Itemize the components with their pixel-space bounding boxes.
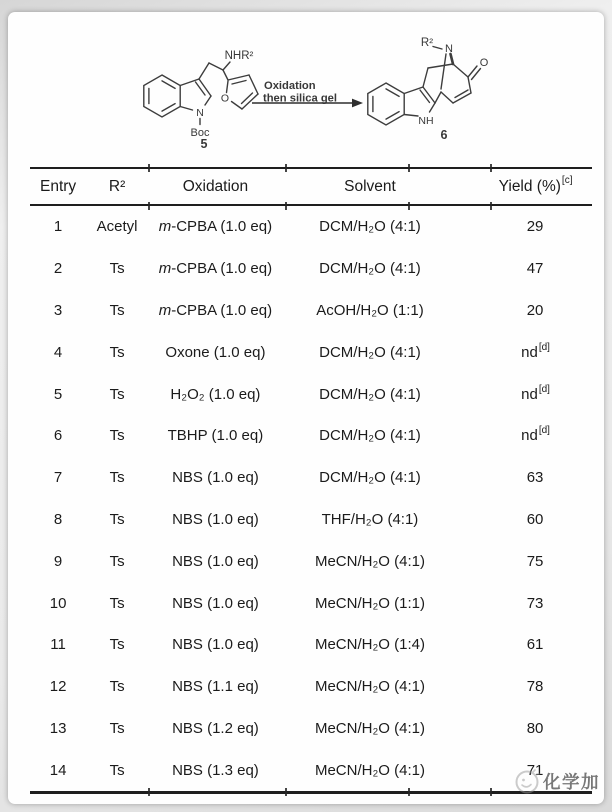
solvent-cell: DCM/H₂O (4:1) [319, 260, 421, 278]
solvent-cell: DCM/H₂O (4:1) [319, 343, 421, 361]
entry-cell: 4 [53, 343, 63, 361]
oxidation-cell [148, 666, 283, 708]
table-row [30, 248, 592, 290]
table-row [30, 205, 592, 248]
arrow-condition-line-1: Oxidation [264, 80, 316, 92]
oxidant-text: TBHP (1.0 eq) [167, 427, 264, 445]
solvent-cell: MeCN/H₂O (4:1) [314, 552, 425, 570]
yield-value: 63 [526, 469, 544, 487]
solvent-cell: DCM/H₂O (4:1) [319, 469, 421, 487]
table-body [30, 205, 592, 793]
yield-footnote: [d] [538, 383, 550, 395]
yield-value: 75 [526, 552, 544, 570]
table-row [30, 582, 592, 624]
yield-value: 78 [526, 678, 544, 696]
oxidation-cell [148, 248, 283, 290]
reaction-scheme-svg [8, 12, 604, 167]
yield-footnote: [d] [538, 425, 550, 437]
rule-tick [148, 164, 150, 172]
r2-cell: Ts [109, 301, 125, 319]
solvent-cell: MeCN/H₂O (4:1) [314, 761, 425, 779]
oxidation-cell [148, 499, 283, 541]
r2-cell: Ts [109, 343, 125, 361]
solvent-cell: MeCN/H₂O (4:1) [314, 719, 425, 737]
table-row [30, 708, 592, 750]
yield-value: nd [521, 427, 538, 445]
r2-cell: Acetyl [96, 218, 138, 236]
r2-cell: Ts [109, 719, 125, 737]
oxidant-text: H₂O₂ (1.0 eq) [170, 385, 261, 403]
yield-value: nd [521, 343, 538, 361]
yield-value: 80 [526, 719, 544, 737]
table-row [30, 499, 592, 541]
yield-footnote: [d] [538, 341, 550, 353]
yield-cell [457, 624, 592, 666]
oxidation-cell [148, 331, 283, 373]
oxidant-text: NBS (1.3 eq) [172, 761, 259, 779]
yield-cell [457, 749, 592, 792]
rule-tick [285, 788, 287, 796]
oxidant-text: -CPBA (1.0 eq) [171, 218, 273, 236]
entry-cell: 14 [49, 761, 67, 779]
header-oxidation: Oxidation [148, 168, 283, 205]
oxidant-text: NBS (1.0 eq) [172, 469, 259, 487]
boc-label: Boc [190, 127, 210, 139]
table-row [30, 331, 592, 373]
yield-cell [457, 205, 592, 248]
arrowhead-icon [352, 99, 363, 108]
yield-cell [457, 666, 592, 708]
results-table-area [30, 167, 592, 794]
rule-tick [285, 164, 287, 172]
table-row [30, 540, 592, 582]
oxidation-cell [148, 582, 283, 624]
header-yield-text: Yield (%) [498, 177, 561, 195]
yield-cell [457, 331, 592, 373]
reaction-scheme [8, 12, 604, 167]
r2-label: R² [420, 37, 434, 49]
rule-tick [148, 788, 150, 796]
header-r2: R² [86, 168, 148, 205]
table-row [30, 373, 592, 415]
oxidation-cell [148, 708, 283, 750]
r2-cell: Ts [109, 636, 125, 654]
table-row [30, 624, 592, 666]
yield-cell [457, 499, 592, 541]
entry-cell: 7 [53, 469, 63, 487]
table-row [30, 666, 592, 708]
oxidation-cell [148, 540, 283, 582]
oxidant-italic-prefix: m [158, 260, 172, 278]
nhr2-label: NHR² [224, 50, 254, 62]
yield-cell [457, 708, 592, 750]
solvent-cell: THF/H₂O (4:1) [321, 510, 419, 528]
r2-cell: Ts [109, 594, 125, 612]
yield-value: nd [521, 385, 538, 403]
oxidant-text: NBS (1.1 eq) [172, 678, 259, 696]
r2-cell: Ts [109, 510, 125, 528]
oxidant-text: NBS (1.0 eq) [172, 636, 259, 654]
oxidation-cell [148, 205, 283, 248]
r2-cell: Ts [109, 260, 125, 278]
compound-6-number: 6 [440, 128, 448, 142]
rule-tick [490, 788, 492, 796]
furan-o-label: O [220, 92, 230, 105]
header-yield [457, 168, 592, 205]
oxidant-italic-prefix: m [158, 218, 172, 236]
scan-card [8, 12, 604, 804]
bridge-n-label: N [445, 43, 453, 55]
entry-cell: 12 [49, 678, 67, 696]
reaction-arrow [252, 80, 363, 107]
solvent-cell: AcOH/H₂O (1:1) [316, 301, 424, 319]
entry-cell: 2 [53, 260, 63, 278]
oxidant-text: -CPBA (1.0 eq) [171, 301, 273, 319]
oxidation-cell [148, 373, 283, 415]
r2-cell: Ts [109, 761, 125, 779]
header-yield-footnote: [c] [561, 175, 573, 187]
oxidation-cell [148, 749, 283, 792]
r2-cell: Ts [109, 427, 125, 445]
solvent-cell: DCM/H₂O (4:1) [319, 218, 421, 236]
r2-cell: Ts [109, 552, 125, 570]
oxidant-text: NBS (1.0 eq) [172, 594, 259, 612]
rule-tick [408, 788, 410, 796]
indole-nh-label: NH [418, 115, 434, 127]
yield-value: 47 [526, 260, 544, 278]
yield-value: 71 [526, 761, 544, 779]
oxidation-cell [148, 290, 283, 332]
header-entry: Entry [30, 168, 86, 205]
r2-cell: Ts [109, 678, 125, 696]
entry-cell: 13 [49, 719, 67, 737]
entry-cell: 6 [53, 427, 63, 445]
yield-value: 60 [526, 510, 544, 528]
yield-cell [457, 248, 592, 290]
oxidant-text: NBS (1.2 eq) [172, 719, 259, 737]
entry-cell: 9 [53, 552, 63, 570]
yield-cell [457, 582, 592, 624]
results-table [30, 167, 592, 794]
table-header-row [30, 168, 592, 205]
yield-value: 61 [526, 636, 544, 654]
yield-cell [457, 540, 592, 582]
table-row [30, 749, 592, 792]
rule-tick [285, 202, 287, 210]
yield-cell [457, 415, 592, 457]
entry-cell: 5 [53, 385, 63, 403]
entry-cell: 10 [49, 594, 67, 612]
rule-tick [148, 202, 150, 210]
compound-5-number: 5 [200, 137, 208, 151]
table-row [30, 457, 592, 499]
entry-cell: 1 [53, 218, 63, 236]
oxidation-cell [148, 415, 283, 457]
oxidant-italic-prefix: m [158, 301, 172, 319]
table-row [30, 415, 592, 457]
solvent-cell: MeCN/H₂O (4:1) [314, 678, 425, 696]
yield-value: 73 [526, 594, 544, 612]
oxidant-text: Oxone (1.0 eq) [165, 343, 266, 361]
oxidant-text: NBS (1.0 eq) [172, 510, 259, 528]
table-row [30, 290, 592, 332]
entry-cell: 8 [53, 510, 63, 528]
solvent-cell: DCM/H₂O (4:1) [319, 427, 421, 445]
r2-cell: Ts [109, 385, 125, 403]
yield-cell [457, 290, 592, 332]
rule-tick [490, 164, 492, 172]
oxidation-cell [148, 624, 283, 666]
entry-cell: 11 [50, 636, 66, 654]
oxidant-text: NBS (1.0 eq) [172, 552, 259, 570]
yield-value: 20 [526, 301, 544, 319]
entry-cell: 3 [53, 301, 63, 319]
yield-value: 29 [526, 218, 544, 236]
compound-6-structure [368, 37, 489, 142]
solvent-cell: DCM/H₂O (4:1) [319, 385, 421, 403]
oxidant-text: -CPBA (1.0 eq) [171, 260, 273, 278]
oxidation-cell [148, 457, 283, 499]
solvent-cell: MeCN/H₂O (1:4) [314, 636, 425, 654]
rule-tick [490, 202, 492, 210]
indole-n-label: N [196, 107, 204, 119]
yield-cell [457, 373, 592, 415]
rule-tick [408, 164, 410, 172]
compound-5-structure [144, 50, 258, 151]
r2-cell: Ts [109, 469, 125, 487]
watermark-text: 化学加 [543, 771, 600, 792]
header-solvent: Solvent [283, 168, 457, 205]
ketone-o-label: O [479, 57, 489, 69]
yield-cell [457, 457, 592, 499]
solvent-cell: MeCN/H₂O (1:1) [314, 594, 425, 612]
arrow-condition-line-2: then silica gel [263, 92, 337, 105]
rule-tick [408, 202, 410, 210]
